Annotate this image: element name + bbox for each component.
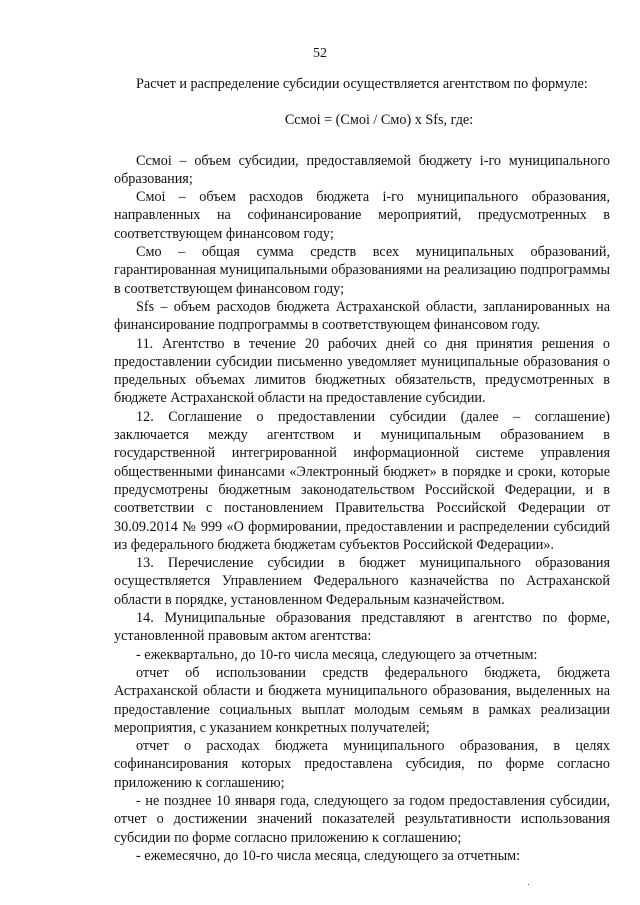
scan-speck xyxy=(528,884,529,885)
paragraph-12: 12. Соглашение о предоставлении субсидии (далее – соглашение) заключается между агентством и муниципальным образованием в государственной интегрированной информационной системе управления общественными финансами «Электронный бюджет» в порядке и сроки, которые предусмотрены бюджетным законодательством Российской Федерации, и в соответствии с постановлением Правительства Российской Федерации от 30.09.2014 № 999 «О формировании, предоставлении и распределении субсидий из федерального бюджета бюджетам субъектов Российской Федерации». xyxy=(114,408,610,553)
paragraph-cmo-definition: Cмо – общая сумма средств всех муниципальных образований, гарантированная муниципальными образованиями на реализацию подпрограммы в соответствующем финансовом году; xyxy=(114,244,610,297)
paragraph-report-expenses: отчет о расходах бюджета муниципального образования, в целях софинансирования которых предоставлена субсидия, по форме согласно приложению к соглашению; xyxy=(114,738,610,791)
intro-paragraph: Расчет и распределение субсидии осуществляется агентством по формуле: xyxy=(136,76,588,92)
formula: Ccмоi = (Cмоi / Cмо) x Sfs, где: xyxy=(284,112,474,129)
list-item-quarterly: - ежеквартально, до 10-го числа месяца, следующего за отчетным: xyxy=(136,646,538,663)
paragraph-13: 13. Перечисление субсидии в бюджет муниципального образования осуществляется Управлением Федерального казначейства по Астраханской области в порядке, установленном Федеральным казначейством. xyxy=(114,555,610,608)
paragraph-11: 11. Агентство в течение 20 рабочих дней со дня принятия решения о предоставлении субсидии письменно уведомляет муниципальные образования о предельных объемах лимитов бюджетных обязательств, предусмотренных в бюджете Астраханской области на предоставление субсидии. xyxy=(114,335,610,407)
paragraph-report-funds-usage: отчет об использовании средств федерального бюджета, бюджета Астраханской области и бюджета муниципального образования, выделенных на предоставление социальных выплат молодым семьям в рамках реализации мероприятия, с указанием конкретных получателей; xyxy=(114,664,610,736)
document-body xyxy=(114,75,610,865)
paragraph-sfs-definition: Sfs – объем расходов бюджета Астраханской области, запланированных на финансирование подпрограммы в соответствующем финансовом году. xyxy=(114,298,610,334)
paragraph-ccmoi-definition: Ccмоi – объем субсидии, предоставляемой бюджету i-го муниципального образования; xyxy=(114,152,610,187)
list-item-january: - не позднее 10 января года, следующего за годом предоставления субсидии, отчет о достижении значений показателей результативности использования субсидии по форме согласно приложению к соглашению; xyxy=(114,792,610,846)
page-number: 52 xyxy=(313,46,327,61)
paragraph-14: 14. Муниципальные образования представляют в агентство по форме, установленной правовым актом агентства: xyxy=(114,610,610,645)
paragraph-cmoi-definition: Cмоi – объем расходов бюджета i-го муниципального образования, направленных на софинансирование мероприятий, предусмотренных в соответствующем финансовом году; xyxy=(114,189,610,242)
list-item-monthly: - ежемесячно, до 10-го числа месяца, следующего за отчетным: xyxy=(136,847,521,864)
